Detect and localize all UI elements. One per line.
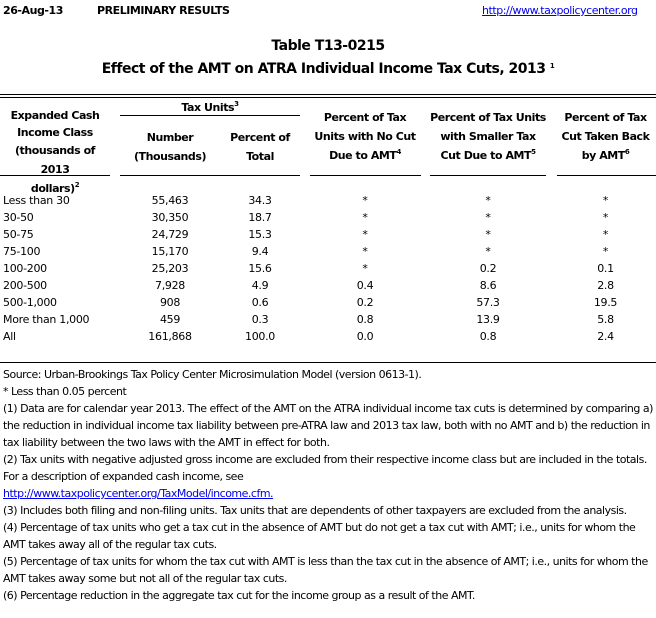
header-tax-units-text: Tax Units <box>181 101 235 114</box>
header-no-cut-l1: Percent of Tax <box>323 111 407 124</box>
footnote-ref-3: 3 <box>234 100 239 108</box>
table-id: Table T13-0215 <box>271 38 385 54</box>
header-rule-no-cut <box>310 175 421 176</box>
tpc-website-link[interactable]: http://www.taxpolicycenter.org <box>482 4 638 17</box>
cell-no-cut: 0.2 <box>356 296 374 309</box>
header-rule-income <box>0 175 110 176</box>
cell-percent-total: 4.9 <box>251 279 269 292</box>
cell-smaller-cut: 57.3 <box>476 296 500 309</box>
cell-taken-back: 19.5 <box>593 296 618 309</box>
header-smaller-cut-l2: with Smaller Tax <box>440 130 536 143</box>
footnotes <box>3 366 655 604</box>
income-definition-link[interactable]: http://www.taxpolicycenter.org/TaxModel/income.cfm. <box>3 487 274 500</box>
cell-income-class: 500-1,000 <box>3 296 57 309</box>
cell-income-class: All <box>3 330 16 343</box>
cell-income-class: 200-500 <box>3 279 47 292</box>
table-row <box>0 192 656 209</box>
table-row <box>0 243 656 260</box>
cell-number: 459 <box>159 313 181 326</box>
cell-percent-total: 9.4 <box>251 245 269 258</box>
cell-no-cut: 0.0 <box>356 330 374 343</box>
footnote-1: (1) Data are for calendar year 2013. The effect of the AMT on the ATRA individual income tax cuts is determined by comparing a) the reduction in individual income tax liability between pre-ATRA law and 2013 tax law, both with no AMT and b) the reduction in tax liability between the two laws with the AMT in effect for both. <box>3 402 653 449</box>
header-no-cut-l3-text: Due to AMT <box>329 149 397 162</box>
footnote-2-link-line <box>3 485 655 502</box>
top-rule <box>0 94 656 95</box>
header-taken-back-l2: Cut Taken Back <box>561 130 650 143</box>
header-income-class <box>0 106 110 198</box>
header-income-class-l4-text: dollars) <box>30 182 75 195</box>
cell-smaller-cut: * <box>485 194 491 207</box>
header-rule-tax-units <box>120 175 300 176</box>
cell-smaller-cut: * <box>485 228 491 241</box>
cell-number: 24,729 <box>151 228 189 241</box>
cell-taken-back: * <box>602 211 609 224</box>
footnote-5: (5) Percentage of tax units for whom the tax cut with AMT is less than the tax cut in the absence of AMT; i.e., units for whom the AMT takes away some but not all of the regular tax cuts. <box>3 555 648 585</box>
header-no-cut-l3 <box>310 146 420 165</box>
header-percent-total-l2: Total <box>246 150 274 163</box>
cell-taken-back: 5.8 <box>597 313 614 326</box>
cell-number: 55,463 <box>151 194 189 207</box>
cell-no-cut: * <box>362 228 368 241</box>
header-number-l1: Number <box>146 131 194 144</box>
cell-income-class: 100-200 <box>3 262 47 275</box>
header-taken-back <box>555 108 656 165</box>
report-date: 26-Aug-13 <box>3 4 63 17</box>
cell-taken-back: * <box>602 194 609 207</box>
table-row <box>0 277 656 294</box>
source-note: Source: Urban-Brookings Tax Policy Center Microsimulation Model (version 0613-1). <box>3 368 422 381</box>
header-smaller-cut <box>428 108 548 165</box>
title-footnote-ref: 1 <box>549 62 555 70</box>
footnote-6: (6) Percentage reduction in the aggregate tax cut for the income group as a result of the AMT. <box>3 589 475 602</box>
cell-number: 15,170 <box>151 245 189 258</box>
top-rule-2 <box>0 97 656 98</box>
cell-income-class: 75-100 <box>3 245 41 258</box>
cell-no-cut: * <box>362 262 368 275</box>
cell-income-class: 50-75 <box>3 228 34 241</box>
cell-smaller-cut: 8.6 <box>479 279 497 292</box>
header-rule-taken-back <box>557 175 656 176</box>
cell-taken-back: 0.1 <box>597 262 614 275</box>
header-rule-smaller-cut <box>430 175 546 176</box>
header-smaller-cut-l3 <box>428 146 548 165</box>
preliminary-label: PRELIMINARY RESULTS <box>97 4 230 17</box>
cell-percent-total: 18.7 <box>248 211 272 224</box>
cell-no-cut: * <box>362 211 368 224</box>
table-row <box>0 209 656 226</box>
table-row <box>0 226 656 243</box>
cell-percent-total: 34.3 <box>248 194 272 207</box>
table-row <box>0 294 656 311</box>
tax-units-rule <box>120 115 300 116</box>
cell-smaller-cut: 0.2 <box>479 262 497 275</box>
footnote-ref-2: 2 <box>74 181 80 189</box>
cell-taken-back: 2.4 <box>597 330 614 343</box>
cell-percent-total: 15.6 <box>248 262 272 275</box>
table-title-text: Effect of the AMT on ATRA Individual Income Tax Cuts, 2013 <box>101 61 546 77</box>
cell-taken-back: 2.8 <box>597 279 614 292</box>
header-income-class-l3: (thousands of 2013 <box>14 144 96 176</box>
footnote-ref-5: 5 <box>531 148 536 156</box>
cell-percent-total: 15.3 <box>248 228 272 241</box>
cell-no-cut: 0.8 <box>356 313 374 326</box>
cell-percent-total: 0.6 <box>251 296 269 309</box>
cell-income-class: Less than 30 <box>3 194 70 207</box>
header-percent-total-l1: Percent of <box>230 131 290 144</box>
table-row <box>0 311 656 328</box>
cell-number: 7,928 <box>155 279 185 292</box>
header-taken-back-l1: Percent of Tax <box>564 111 647 124</box>
cell-no-cut: * <box>362 245 368 258</box>
cell-number: 161,868 <box>148 330 192 343</box>
header-number <box>120 128 220 166</box>
cell-income-class: 30-50 <box>3 211 34 224</box>
table-row <box>0 260 656 277</box>
cell-smaller-cut: * <box>485 245 491 258</box>
cell-income-class: More than 1,000 <box>3 313 90 326</box>
header-income-class-l1: Expanded Cash <box>10 109 100 122</box>
footnote-ref-6: 6 <box>624 148 630 156</box>
cell-taken-back: * <box>602 228 609 241</box>
header-taken-back-l3-text: by AMT <box>581 149 625 162</box>
cell-taken-back: * <box>602 245 609 258</box>
footnote-3: (3) Includes both filing and non-filing units. Tax units that are dependents of other taxpayers are excluded from the analysis. <box>3 504 627 517</box>
footnote-4: (4) Percentage of tax units who get a tax cut in the absence of AMT but do not get a tax cut with AMT; i.e., units for whom the AMT takes away all of the regular tax cuts. <box>3 521 636 551</box>
cell-no-cut: 0.4 <box>356 279 374 292</box>
header-no-cut <box>310 108 420 165</box>
table-row <box>0 328 656 345</box>
cell-smaller-cut: * <box>485 211 491 224</box>
cell-smaller-cut: 0.8 <box>479 330 497 343</box>
footnote-2: (2) Tax units with negative adjusted gross income are excluded from their respective income class but are included in the totals. For a description of expanded cash income, see <box>3 453 647 483</box>
cell-number: 30,350 <box>151 211 189 224</box>
bottom-rule <box>0 362 656 363</box>
cell-smaller-cut: 13.9 <box>476 313 500 326</box>
header-smaller-cut-l1: Percent of Tax Units <box>430 111 546 124</box>
header-percent-total <box>220 128 300 166</box>
header-income-class-l2: Income Class <box>17 126 93 139</box>
cell-no-cut: * <box>362 194 368 207</box>
cell-percent-total: 100.0 <box>245 330 275 343</box>
header-number-l2: (Thousands) <box>133 150 207 163</box>
cell-number: 25,203 <box>151 262 189 275</box>
header-taken-back-l3 <box>555 146 656 165</box>
footnote-ref-4: 4 <box>396 148 401 156</box>
header-no-cut-l2: Units with No Cut <box>314 130 416 143</box>
table-title <box>0 61 656 77</box>
header-smaller-cut-l3-text: Cut Due to AMT <box>440 149 532 162</box>
cell-percent-total: 0.3 <box>251 313 269 326</box>
cell-number: 908 <box>159 296 181 309</box>
asterisk-note: * Less than 0.05 percent <box>3 385 127 398</box>
